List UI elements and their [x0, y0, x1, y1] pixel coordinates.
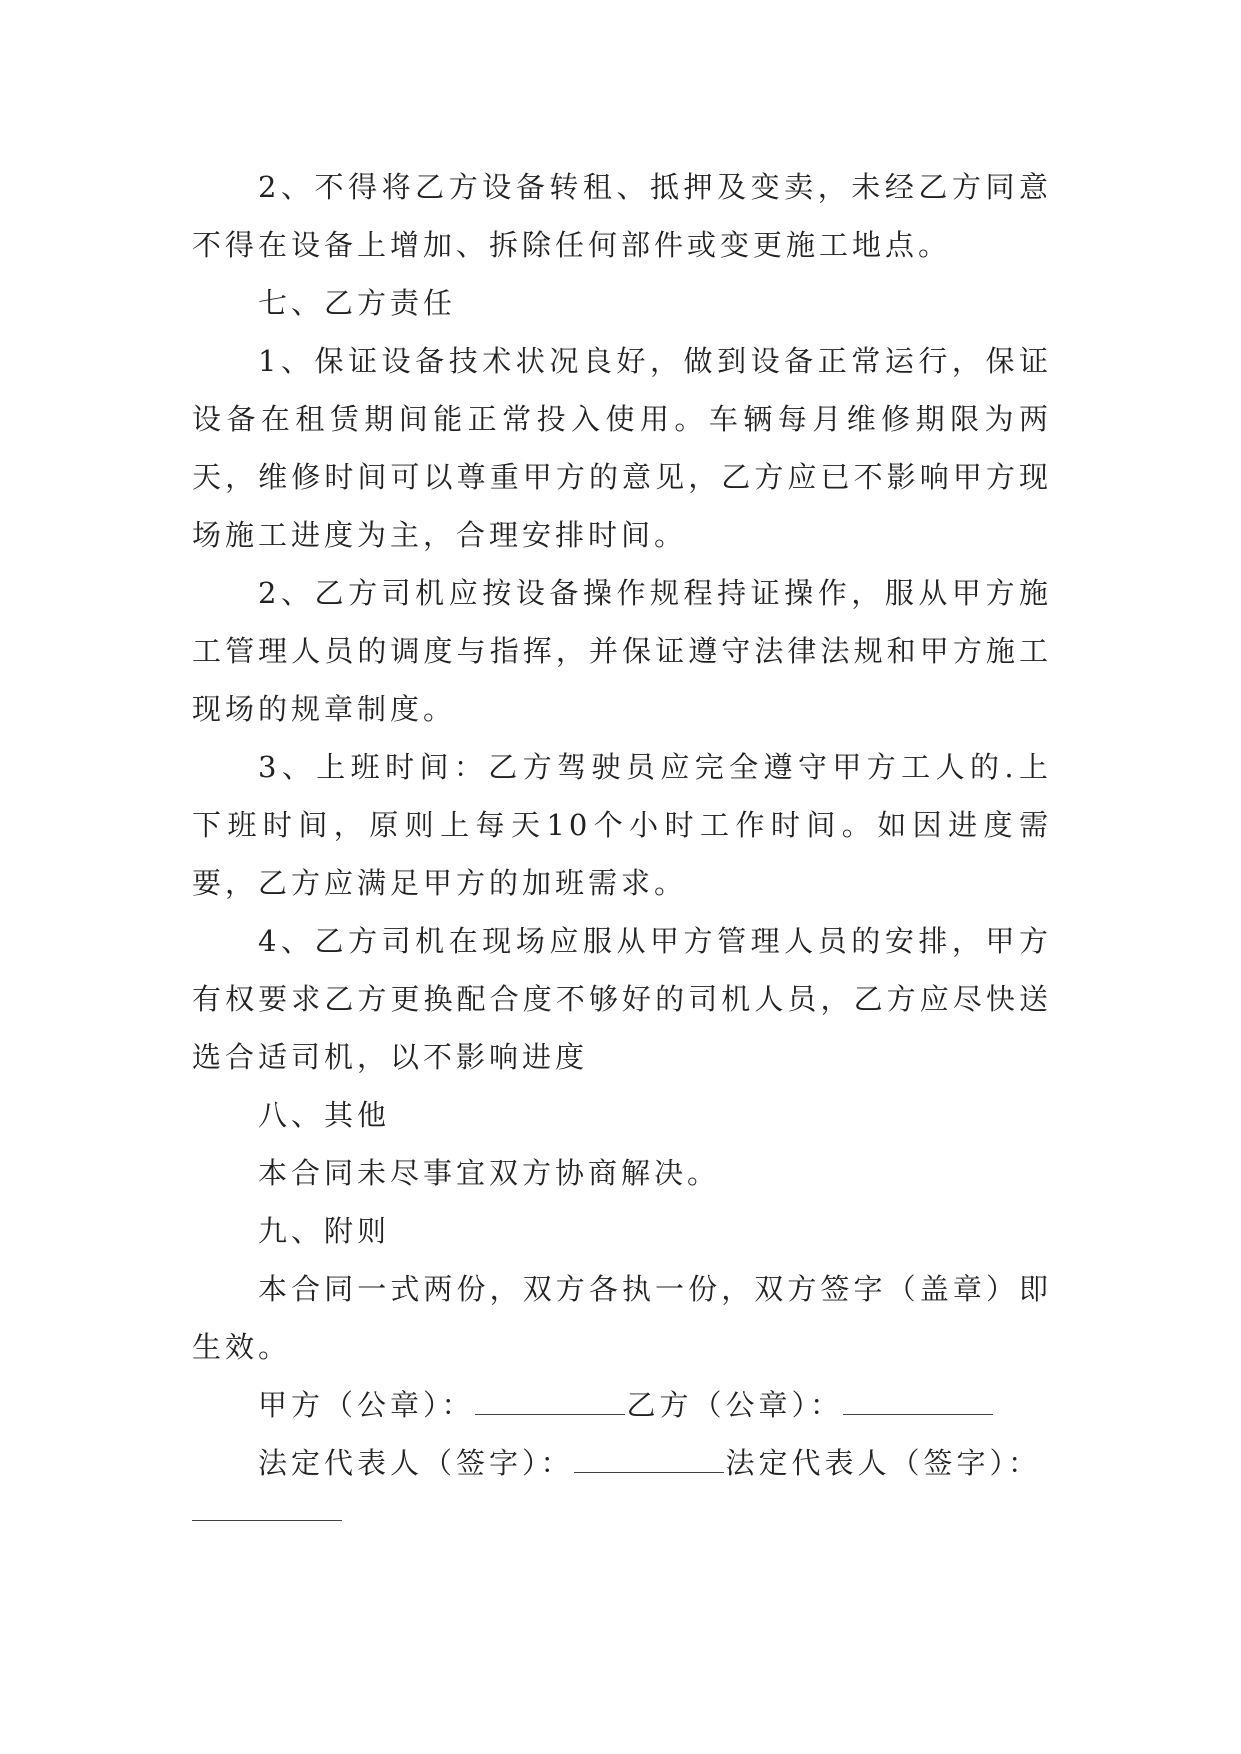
- party-b-seal-blank[interactable]: [843, 1394, 993, 1415]
- party-a-seal-blank[interactable]: [475, 1394, 625, 1415]
- clause-paragraph: 1、保证设备技术状况良好，做到设备正常运行，保证设备在租赁期间能正常投入使用。车辆每月维修期限为两天，维修时间可以尊重甲方的意见，乙方应已不影响甲方现场施工进度为主，合理安排时间。: [192, 344, 1052, 552]
- party-a-rep-blank[interactable]: [574, 1452, 724, 1473]
- signature-row-seal: [192, 1376, 1052, 1434]
- party-a-seal-label: 甲方（公章）：: [258, 1388, 475, 1422]
- party-b-rep-blank[interactable]: [192, 1520, 342, 1521]
- document-body: [192, 158, 1052, 1521]
- section-heading: 九、附则: [258, 1214, 391, 1248]
- section-heading: 七、乙方责任: [258, 286, 457, 320]
- section-heading: 八、其他: [258, 1098, 391, 1132]
- clause-paragraph: 2、乙方司机应按设备操作规程持证操作，服从甲方施工管理人员的调度与指挥，并保证遵守法律法规和甲方施工现场的规章制度。: [192, 576, 1052, 726]
- clause-paragraph: 3、上班时间：乙方驾驶员应完全遵守甲方工人的.上下班时间，原则上每天10个小时工作时间。如因进度需要，乙方应满足甲方的加班需求。: [192, 750, 1052, 900]
- party-b-rep-label: 法定代表人（签字）：: [725, 1446, 1042, 1480]
- signature-row-representative: [192, 1434, 1052, 1492]
- clause-paragraph: 本合同未尽事宜双方协商解决。: [258, 1156, 721, 1190]
- party-b-seal-label: 乙方（公章）：: [626, 1388, 844, 1422]
- clause-paragraph: 4、乙方司机在现场应服从甲方管理人员的安排，甲方有权要求乙方更换配合度不够好的司机人员，乙方应尽快送选合适司机，以不影响进度: [192, 924, 1052, 1074]
- party-a-rep-label: 法定代表人（签字）：: [258, 1446, 574, 1480]
- clause-paragraph: 本合同一式两份，双方各执一份，双方签字（盖章）即生效。: [192, 1272, 1052, 1364]
- clause-paragraph: 2、不得将乙方设备转租、抵押及变卖，未经乙方同意不得在设备上增加、拆除任何部件或变更施工地点。: [192, 170, 1052, 262]
